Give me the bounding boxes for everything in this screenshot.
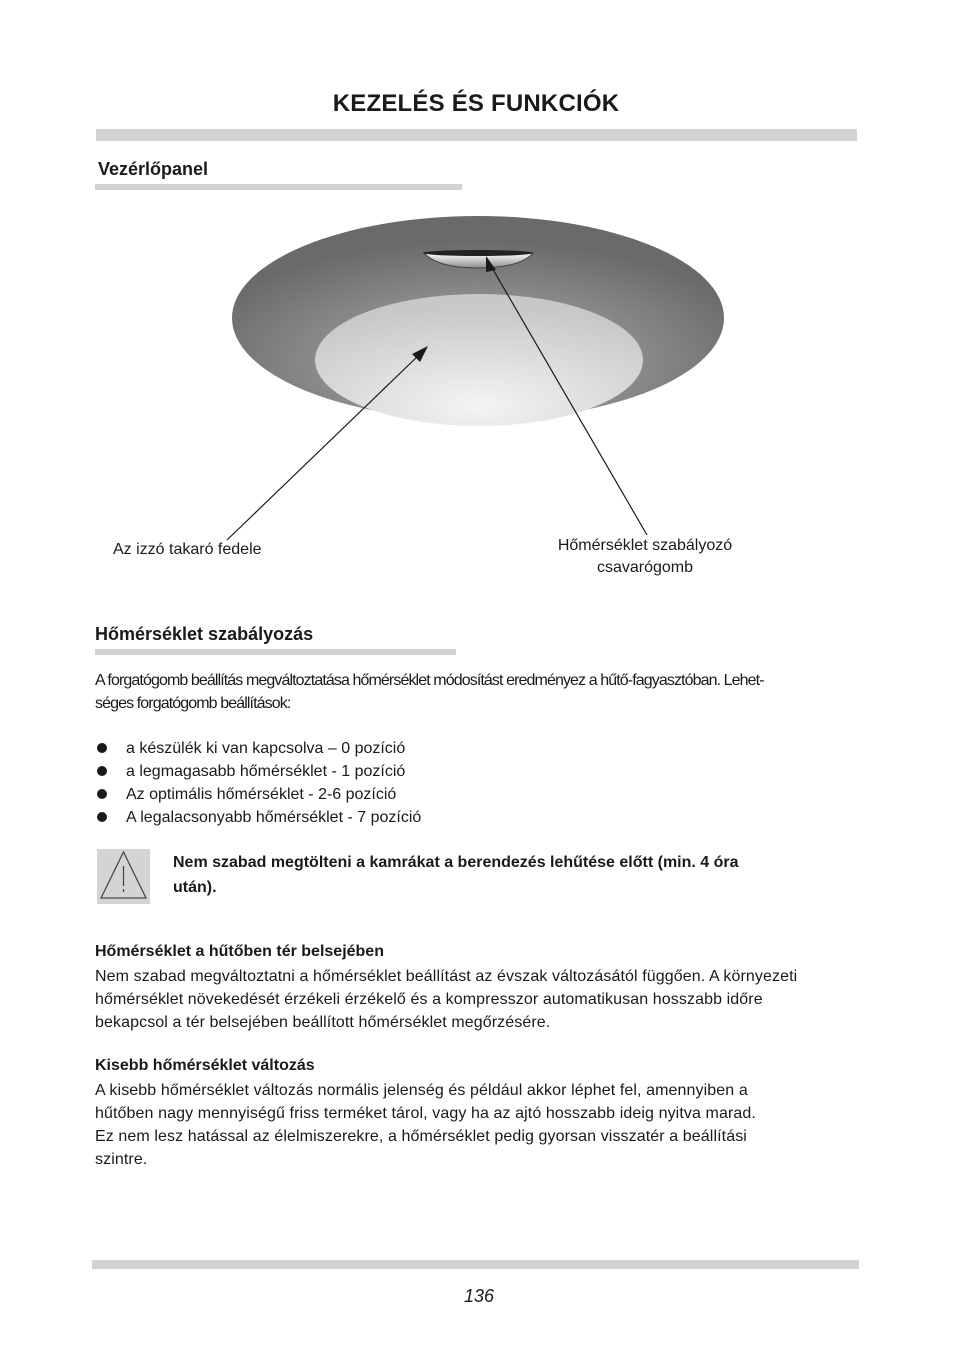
warning-text [173,850,857,900]
bullet-icon [97,766,107,776]
list-item [97,760,421,783]
page-number: 136 [463,1286,495,1306]
list-item-text: a készülék ki van kapcsolva – 0 pozíció [126,740,406,757]
warning-triangle-icon [97,849,150,904]
intro-line-2: séges forgatógomb beállítások: [95,695,291,712]
page-title: KEZELÉS ÉS FUNKCIÓK [332,90,620,117]
section-underline-temperature-control [95,649,456,655]
paragraph-inside-temperature [95,965,857,1034]
list-item-text: A legalacsonyabb hőmérséklet - 7 pozíció [126,809,422,826]
control-panel-illustration [0,0,954,600]
lamp-cover [315,294,643,426]
list-item-text: Az optimális hőmérséklet - 2-6 pozíció [126,786,397,803]
paragraph-line: Nem szabad megváltoztatni a hőmérséklet beállítást az évszak változásától függően. A környezeti [95,968,798,985]
paragraph-line: A kisebb hőmérséklet változás normális jelenség és például akkor léphet fel, amennyiben a [95,1082,748,1099]
footer-divider [92,1260,859,1269]
knob-settings-list [97,737,421,829]
section-heading-control-panel: Vezérlőpanel [98,159,209,179]
paragraph-line: hőmérséklet növekedését érzékeli érzékelő és a kompresszor automatikusan hosszabb időre [95,991,763,1008]
warning-line-2: után). [173,879,217,896]
warning-line-1: Nem szabad megtölteni a kamrákat a berendezés lehűtése előtt (min. 4 óra [173,854,739,871]
subheading-small-change: Kisebb hőmérséklet változás [95,1057,315,1074]
intro-line-1: A forgatógomb beállítás megváltoztatása hőmérséklet módosítást eredményez a hűtő-fagyasztóban. Lehet- [95,672,764,689]
paragraph-small-change [95,1079,857,1171]
list-item [97,806,421,829]
callout-thermostat-line1: Hőmérséklet szabályozó [557,537,733,554]
section-heading-temperature-control: Hőmérséklet szabályozás [95,624,314,644]
intro-paragraph [95,669,857,715]
list-item [97,737,421,760]
paragraph-line: bekapcsol a tér belsejében beállított hőmérséklet megőrzésére. [95,1014,551,1031]
paragraph-line: szintre. [95,1151,148,1168]
bullet-icon [97,812,107,822]
paragraph-line: hűtőben nagy mennyiségű friss terméket tárol, vagy ha az ajtó hosszabb ideig nyitva marad. [95,1105,756,1122]
bullet-icon [97,789,107,799]
callout-thermostat-line2: csavarógomb [596,559,694,576]
bullet-icon [97,743,107,753]
warning-box [97,849,150,904]
subheading-inside-temperature: Hőmérséklet a hűtőben tér belsejében [95,943,384,960]
callout-lamp-cover-label: Az izzó takaró fedele [113,541,262,558]
list-item [97,783,421,806]
paragraph-line: Ez nem lesz hatással az élelmiszerekre, a hőmérséklet pedig gyorsan visszatér a beállítási [95,1128,747,1145]
list-item-text: a legmagasabb hőmérséklet - 1 pozíció [126,763,406,780]
callout-thermostat-label [520,535,770,579]
